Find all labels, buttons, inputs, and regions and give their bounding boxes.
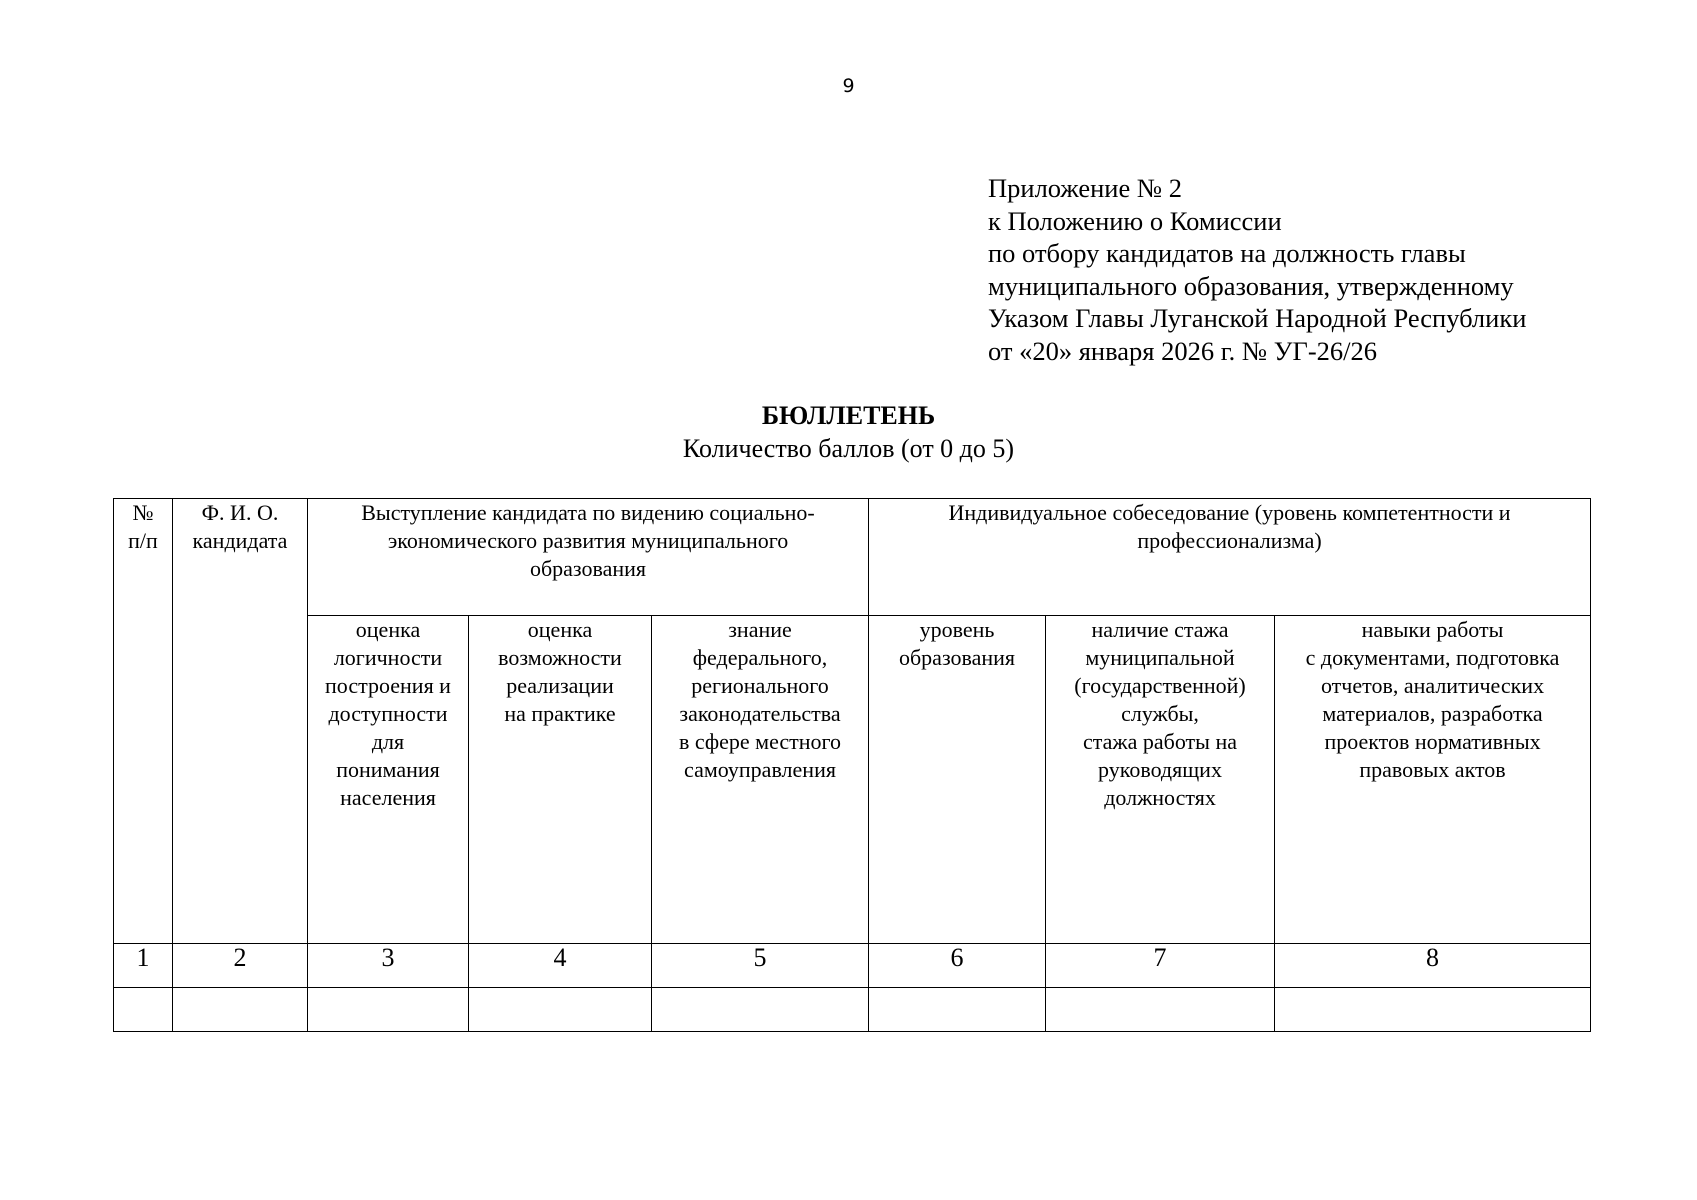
column-number: 1 (114, 944, 173, 988)
header-number (114, 499, 173, 944)
blank-cell[interactable] (173, 988, 308, 1032)
criterion-text: оценка возможности реализации на практике (498, 617, 622, 726)
column-number: 8 (1275, 944, 1591, 988)
appendix-line: муниципального образования, утвержденному (988, 270, 1514, 301)
header-row-groups (114, 499, 1591, 616)
header-criterion (308, 616, 469, 944)
header-interview-group (869, 499, 1591, 616)
header-criterion (652, 616, 869, 944)
column-number: 5 (652, 944, 869, 988)
appendix-line: Указом Главы Луганской Народной Республики (988, 303, 1527, 334)
column-number: 2 (173, 944, 308, 988)
header-criterion (1275, 616, 1591, 944)
header-criterion (469, 616, 652, 944)
appendix-line: к Положению о Комиссии (988, 205, 1282, 236)
blank-cell[interactable] (652, 988, 869, 1032)
header-fio-text: Ф. И. О. кандидата (192, 500, 288, 553)
blank-entry-row (114, 988, 1591, 1032)
header-criterion (1046, 616, 1275, 944)
criterion-text: навыки работы с документами, подготовка отчетов, аналитических материалов, разработка проектов нормативных правовых актов (1305, 617, 1560, 782)
column-number: 6 (869, 944, 1046, 988)
criterion-text: наличие стажа муниципальной (государственной) службы, стажа работы на руководящих должностях (1074, 617, 1246, 810)
header-fio (173, 499, 308, 944)
appendix-line: Приложение № 2 (988, 173, 1183, 203)
ballot-table (113, 498, 1591, 1032)
criterion-text: знание федерального, регионального законодательства в сфере местного самоуправления (678, 617, 842, 782)
column-number: 7 (1046, 944, 1275, 988)
blank-cell[interactable] (308, 988, 469, 1032)
header-criterion (869, 616, 1046, 944)
column-number: 4 (469, 944, 652, 988)
appendix-reference (988, 172, 1526, 368)
document-subtitle: Количество баллов (от 0 до 5) (682, 434, 1015, 463)
appendix-line: по отбору кандидатов на должность главы (988, 238, 1466, 269)
blank-cell[interactable] (114, 988, 173, 1032)
blank-cell[interactable] (1046, 988, 1275, 1032)
appendix-line: от «20» января 2026 г. № УГ-26/26 (988, 335, 1378, 366)
blank-cell[interactable] (869, 988, 1046, 1032)
header-interview-group-text: Индивидуальное собеседование (уровень компетентности и профессионализма) (948, 500, 1511, 553)
blank-cell[interactable] (1275, 988, 1591, 1032)
column-numbers-row (114, 944, 1591, 988)
criterion-text: уровень образования (898, 617, 1016, 670)
document-title: БЮЛЛЕТЕНЬ (761, 401, 936, 430)
header-row-criteria (114, 616, 1591, 944)
header-speech-group-text: Выступление кандидата по видению социально- экономического развития муниципального образования (361, 500, 815, 581)
page-number: 9 (842, 75, 855, 97)
header-number-text: № п/п (128, 500, 158, 553)
criterion-text: оценка логичности построения и доступности для понимания населения (325, 617, 451, 810)
header-speech-group (308, 499, 869, 616)
column-number: 3 (308, 944, 469, 988)
blank-cell[interactable] (469, 988, 652, 1032)
